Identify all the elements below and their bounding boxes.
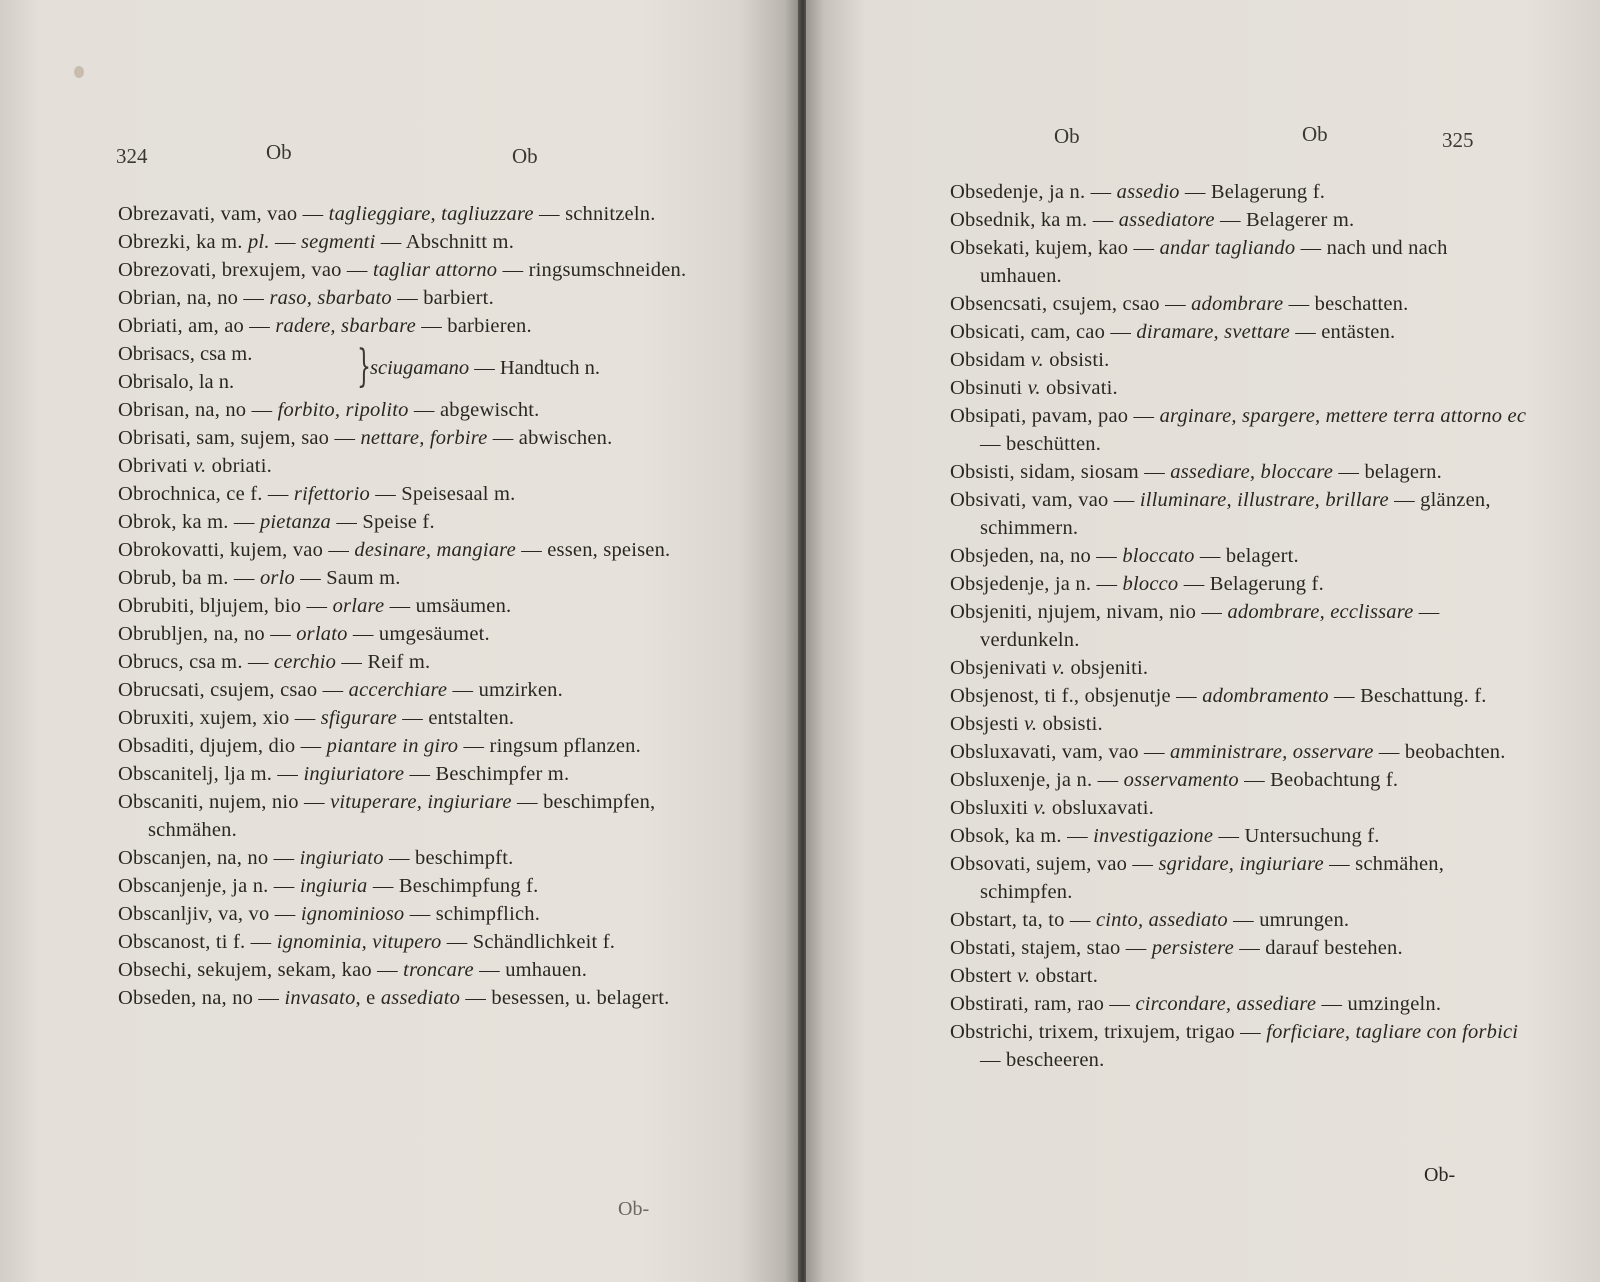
entry-german: — entästen. bbox=[1289, 321, 1396, 343]
entry-italian: orlo bbox=[259, 567, 295, 589]
entry-grammar: , ja n. — bbox=[1038, 181, 1117, 203]
dictionary-entry bbox=[950, 542, 1528, 570]
entry-grammar: , ka m. — bbox=[1004, 825, 1094, 847]
entry-grammar: , cam, cao — bbox=[1019, 321, 1137, 343]
entry-italian: v. bbox=[193, 455, 207, 477]
entry-headword: Obscanjen bbox=[118, 847, 207, 869]
entry-german: — belagern. bbox=[1333, 461, 1442, 483]
entry-italian: ingiuriato bbox=[299, 847, 384, 869]
entry-grammar: , xujem, xio — bbox=[189, 707, 321, 729]
entry-headword: Obriati bbox=[118, 315, 178, 337]
entry-headword: Obrucs bbox=[118, 651, 179, 673]
entry-grammar: , vam, vao — bbox=[209, 203, 329, 225]
dictionary-entry bbox=[950, 178, 1528, 206]
dictionary-entry bbox=[950, 682, 1528, 710]
entry-italian: desinare, mangiare bbox=[354, 539, 516, 561]
entry-italian: blocco bbox=[1122, 573, 1179, 595]
entry-headword: Obsok bbox=[950, 825, 1005, 847]
dictionary-entry bbox=[950, 318, 1528, 346]
entry-grammar: , na, no — bbox=[184, 399, 278, 421]
entry-headword: Obstati bbox=[950, 937, 1011, 959]
entry-german: — schmähen, schimpfen. bbox=[980, 853, 1445, 903]
entry-german: obsivati. bbox=[1040, 377, 1118, 399]
entry-german: — umgesäumet. bbox=[347, 623, 490, 645]
dictionary-entry bbox=[118, 480, 708, 508]
dictionary-entry bbox=[118, 228, 708, 256]
entry-headword: Obrubiti bbox=[118, 595, 190, 617]
entry-italian: bloccato bbox=[1122, 545, 1195, 567]
brace-glyph: } bbox=[357, 341, 371, 392]
entry-german: — ringsumschneiden. bbox=[497, 259, 687, 281]
entry-italian: sgridare, ingiuriare bbox=[1158, 853, 1324, 875]
entry-grammar: , trixem, trixujem, trigao — bbox=[1028, 1021, 1267, 1043]
entry-headword: Obsjesti bbox=[950, 713, 1019, 735]
entry-german: — essen, speisen. bbox=[515, 539, 671, 561]
entry-italian: accerchiare bbox=[348, 679, 448, 701]
entry-italian: osservamento bbox=[1123, 769, 1239, 791]
entry-german: — besessen, u. belagert. bbox=[460, 987, 670, 1009]
entry-headword: Obsjenivati bbox=[950, 657, 1047, 679]
entry-headword: Obsovati bbox=[950, 853, 1026, 875]
entry-italian: v. bbox=[1052, 657, 1066, 679]
entry-german: — umhauen. bbox=[473, 959, 588, 981]
entry-grammar: , ja n. — bbox=[221, 875, 300, 897]
dictionary-entry bbox=[950, 570, 1528, 598]
entry-headword: Obsjeden bbox=[950, 545, 1030, 567]
entry-headword: Obsinuti bbox=[950, 377, 1023, 399]
entry-german: — umrungen. bbox=[1227, 909, 1350, 931]
entry-headword: Obsluxenje bbox=[950, 769, 1046, 791]
running-head-left: Ob bbox=[266, 140, 292, 164]
entry-grammar: , kujem, vao — bbox=[219, 539, 355, 561]
entry-headword: Obrucsati bbox=[118, 679, 200, 701]
entry-headword: Obsicati bbox=[950, 321, 1020, 343]
page-number: 325 bbox=[1442, 128, 1474, 152]
entry-german: obsjeniti. bbox=[1065, 657, 1149, 679]
entry-list bbox=[118, 200, 708, 1012]
entry-german: — schnitzeln. bbox=[533, 203, 656, 225]
entry-headword: Obscanjenje bbox=[118, 875, 222, 897]
dictionary-entry bbox=[950, 654, 1528, 682]
entry-grammar: , na, no — bbox=[202, 623, 297, 645]
entry-german: — Speise f. bbox=[331, 511, 435, 533]
entry-grammar: , stajem, stao — bbox=[1010, 937, 1152, 959]
entry-german: — abgewischt. bbox=[408, 399, 540, 421]
dictionary-entry bbox=[118, 508, 708, 536]
dictionary-entry bbox=[950, 906, 1528, 934]
entry-german: — bescheeren. bbox=[980, 1049, 1105, 1071]
entry-italian: adombrare bbox=[1191, 293, 1284, 315]
entry-german: — Beschimpfung f. bbox=[367, 875, 539, 897]
entry-headword: Obrochnica bbox=[118, 483, 216, 505]
page-number: 324 bbox=[116, 144, 148, 168]
entry-german: — Beschattung. f. bbox=[1328, 685, 1487, 707]
entry-german: — Belagerung f. bbox=[1178, 573, 1324, 595]
dictionary-entry bbox=[118, 676, 708, 704]
entry-grammar: , ce f. — bbox=[215, 483, 294, 505]
entry-german: — beobachten. bbox=[1373, 741, 1506, 763]
entry-grammar: , ti f. — bbox=[205, 931, 277, 953]
dictionary-entry bbox=[118, 900, 708, 928]
entry-italian: arginare, spargere, mettere terra attorno ec bbox=[1159, 405, 1527, 427]
dictionary-entry bbox=[950, 234, 1528, 290]
entry-headword: Obscanljiv bbox=[118, 903, 208, 925]
entry-grammar: , bljujem, bio — bbox=[189, 595, 333, 617]
entry-german: , e bbox=[355, 987, 381, 1009]
running-head-right: Ob bbox=[512, 144, 538, 168]
entry-headword: Obscaniti bbox=[118, 791, 199, 813]
entry-italian: sciugamano bbox=[370, 357, 470, 379]
entry-german: — barbieren. bbox=[415, 315, 532, 337]
dictionary-entry bbox=[118, 620, 708, 648]
entry-headword: Obsjeniti bbox=[950, 601, 1027, 623]
entry-grammar: , ram, rao — bbox=[1023, 993, 1136, 1015]
entry-headword: Obsidam bbox=[950, 349, 1026, 371]
dictionary-entry bbox=[950, 794, 1528, 822]
entry-italian: assedio bbox=[1116, 181, 1180, 203]
dictionary-entry bbox=[950, 374, 1528, 402]
entry-german: — beschatten. bbox=[1283, 293, 1409, 315]
entry-grammar: , ta, to — bbox=[1011, 909, 1096, 931]
entry-italian: assediato bbox=[380, 987, 461, 1009]
entry-italian: radere, sbarbare bbox=[275, 315, 416, 337]
entry-italian: adombramento bbox=[1202, 685, 1329, 707]
entry-italian: sfigurare bbox=[320, 707, 397, 729]
entry-grammar: , na, no — bbox=[1029, 545, 1123, 567]
entry-grammar: , ba m. — bbox=[171, 567, 260, 589]
dictionary-entry bbox=[118, 592, 708, 620]
entry-headword: Obrian bbox=[118, 287, 177, 309]
entry-grammar: , sidam, siosam — bbox=[1009, 461, 1171, 483]
dictionary-entry bbox=[950, 990, 1528, 1018]
dictionary-entry bbox=[950, 206, 1528, 234]
entry-grammar: , brexujem, vao — bbox=[211, 259, 373, 281]
entry-german: — entstalten. bbox=[396, 707, 515, 729]
entry-german: — Untersuchung f. bbox=[1213, 825, 1380, 847]
entry-italian: andar tagliando bbox=[1159, 237, 1296, 259]
entry-italian: v. bbox=[1027, 377, 1041, 399]
entry-italian: ignominioso bbox=[300, 903, 405, 925]
entry-german: obriati. bbox=[206, 455, 272, 477]
entry-headword: Obsluxiti bbox=[950, 797, 1029, 819]
entry-italian: adombrare, ecclissare bbox=[1227, 601, 1414, 623]
entry-italian: pl. bbox=[247, 231, 270, 253]
entry-grammar: , ti f., obsjenutje — bbox=[1033, 685, 1203, 707]
entry-headword: Obrezki bbox=[118, 231, 186, 253]
entry-italian: circondare, assediare bbox=[1135, 993, 1317, 1015]
entry-grammar: , ja n. — bbox=[1044, 573, 1123, 595]
entry-german: — schimpflich. bbox=[404, 903, 541, 925]
dictionary-entry bbox=[950, 766, 1528, 794]
dictionary-entry bbox=[118, 564, 708, 592]
entry-headword: Obsekati bbox=[950, 237, 1025, 259]
dictionary-entry bbox=[950, 1018, 1528, 1074]
entry-grammar: , lja m. — bbox=[213, 763, 304, 785]
stain-spot bbox=[74, 66, 84, 78]
dictionary-entry bbox=[118, 788, 708, 844]
entry-grammar: , na, no — bbox=[191, 987, 285, 1009]
entry-headword: Obruxiti bbox=[118, 707, 190, 729]
entry-headword: Obrivati bbox=[118, 455, 188, 477]
entry-german: — beschimpfen, schmähen. bbox=[148, 791, 656, 841]
dictionary-entry bbox=[118, 312, 708, 340]
entry-grammar: , ja n. — bbox=[1045, 769, 1124, 791]
entry-german: — Abschnitt m. bbox=[375, 231, 515, 253]
entry-german: — umsäumen. bbox=[384, 595, 512, 617]
entry-german: — ringsum pflanzen. bbox=[458, 735, 641, 757]
running-head-right: Ob bbox=[1302, 122, 1328, 146]
entry-grammar: , sam, sujem, sao — bbox=[185, 427, 361, 449]
entry-german: — Reif m. bbox=[336, 651, 431, 673]
entry-italian: forbito, ripolito bbox=[277, 399, 409, 421]
dictionary-entry bbox=[118, 956, 708, 984]
entry-grammar: , am, ao — bbox=[177, 315, 276, 337]
entry-italian: amministrare, osservare bbox=[1170, 741, 1374, 763]
entry-grammar: , sujem, vao — bbox=[1025, 853, 1159, 875]
entry-headword: Obsednik bbox=[950, 209, 1031, 231]
dictionary-entry bbox=[118, 648, 708, 676]
entry-headword: Obrokovatti bbox=[118, 539, 220, 561]
entry-italian: v. bbox=[1033, 797, 1047, 819]
dictionary-entry bbox=[950, 598, 1528, 654]
catchword: Ob- bbox=[1424, 1164, 1456, 1186]
right-page bbox=[806, 0, 1600, 1282]
entry-italian: ignominia, vitupero bbox=[276, 931, 442, 953]
entry-german: — glänzen, schimmern. bbox=[980, 489, 1491, 539]
entry-headword: Obstirati bbox=[950, 993, 1024, 1015]
entry-german: — Belagerer m. bbox=[1214, 209, 1355, 231]
dictionary-entry bbox=[950, 402, 1528, 458]
dictionary-entry bbox=[950, 346, 1528, 374]
entry-headword: Obsjenost bbox=[950, 685, 1034, 707]
entry-italian: v. bbox=[1030, 349, 1044, 371]
entry-italian: persistere bbox=[1151, 937, 1234, 959]
entry-grammar: , csujem, csao — bbox=[1041, 293, 1192, 315]
entry-german: — belagert. bbox=[1194, 545, 1299, 567]
dictionary-entry bbox=[950, 486, 1528, 542]
entry-headword: Obrub bbox=[118, 567, 172, 589]
dictionary-entry bbox=[950, 710, 1528, 738]
entry-italian: pietanza bbox=[259, 511, 332, 533]
dictionary-entry bbox=[118, 452, 708, 480]
entry-german: obsluxavati. bbox=[1046, 797, 1154, 819]
dictionary-entry bbox=[118, 928, 708, 956]
entry-grammar: , va, vo — bbox=[207, 903, 301, 925]
entry-italian: rifettorio bbox=[293, 483, 370, 505]
entry-headword: Obrisalo, la n. bbox=[118, 371, 235, 393]
entry-headword: Obsipati bbox=[950, 405, 1022, 427]
dictionary-entry bbox=[950, 290, 1528, 318]
entry-italian: vituperare, ingiuriare bbox=[330, 791, 512, 813]
entry-grammar: , ka m. bbox=[185, 231, 248, 253]
brace-entry-group bbox=[118, 340, 708, 396]
entry-headword: Obstart bbox=[950, 909, 1012, 931]
entry-headword: Obsivati bbox=[950, 489, 1022, 511]
entry-german: — Beobachtung f. bbox=[1238, 769, 1399, 791]
entry-grammar: , na, no — bbox=[176, 287, 270, 309]
entry-german: — bbox=[269, 231, 301, 253]
entry-headword: Obrubljen bbox=[118, 623, 203, 645]
entry-italian: assediatore bbox=[1118, 209, 1215, 231]
entry-grammar: , nujem, nio — bbox=[198, 791, 331, 813]
entry-german: — Schändlichkeit f. bbox=[441, 931, 616, 953]
entry-italian: cinto, assediato bbox=[1095, 909, 1228, 931]
dictionary-entry bbox=[118, 424, 708, 452]
entry-grammar: , njujem, nivam, nio — bbox=[1026, 601, 1228, 623]
entry-headword: Obsjedenje bbox=[950, 573, 1045, 595]
entry-german: obsisti. bbox=[1043, 349, 1110, 371]
entry-german: — beschütten. bbox=[980, 433, 1102, 455]
dictionary-entry bbox=[950, 738, 1528, 766]
entry-italian: diramare, svettare bbox=[1136, 321, 1290, 343]
entry-german: — nach und nach umhauen. bbox=[980, 237, 1448, 287]
dictionary-entry bbox=[118, 704, 708, 732]
entry-italian: orlato bbox=[296, 623, 348, 645]
entry-italian: invasato bbox=[284, 987, 356, 1009]
entry-italian: assediare, bloccare bbox=[1170, 461, 1334, 483]
dictionary-entry bbox=[118, 536, 708, 564]
dictionary-entry bbox=[118, 396, 708, 424]
entry-grammar: , na, no — bbox=[206, 847, 300, 869]
dictionary-entry bbox=[950, 822, 1528, 850]
entry-italian: v. bbox=[1017, 965, 1031, 987]
entry-italian: ingiuriatore bbox=[303, 763, 405, 785]
entry-headword: Obrisacs, csa m. bbox=[118, 343, 253, 365]
entry-italian: cerchio bbox=[274, 651, 337, 673]
dictionary-entry bbox=[950, 962, 1528, 990]
entry-headword: Obsaditi bbox=[118, 735, 190, 757]
entry-german: — verdunkeln. bbox=[980, 601, 1440, 651]
entry-headword: Obsencsati bbox=[950, 293, 1042, 315]
entry-german: — Handtuch n. bbox=[469, 357, 601, 379]
entry-headword: Obsisti bbox=[950, 461, 1010, 483]
entry-list bbox=[950, 178, 1528, 1074]
entry-italian: forficiare, tagliare con forbici bbox=[1266, 1021, 1519, 1043]
dictionary-entry bbox=[118, 760, 708, 788]
dictionary-entry bbox=[950, 934, 1528, 962]
entry-grammar: , csujem, csao — bbox=[199, 679, 349, 701]
entry-grammar: , djujem, dio — bbox=[189, 735, 327, 757]
entry-grammar: , sekujem, sekam, kao — bbox=[186, 959, 404, 981]
entry-italian: raso, sbarbato bbox=[269, 287, 392, 309]
dictionary-entry bbox=[118, 872, 708, 900]
entry-headword: Obrezavati bbox=[118, 203, 210, 225]
entry-grammar: , pavam, pao — bbox=[1021, 405, 1160, 427]
entry-german: — barbiert. bbox=[391, 287, 494, 309]
entry-german: — Beschimpfer m. bbox=[404, 763, 570, 785]
entry-italian: segmenti bbox=[301, 231, 376, 253]
entry-headword: Obrezovati bbox=[118, 259, 212, 281]
entry-headword: Obsedenje bbox=[950, 181, 1039, 203]
dictionary-entry bbox=[118, 200, 708, 228]
entry-grammar: , kujem, kao — bbox=[1024, 237, 1160, 259]
entry-german: — Belagerung f. bbox=[1179, 181, 1326, 203]
entry-german: obstart. bbox=[1030, 965, 1099, 987]
dictionary-entry bbox=[118, 732, 708, 760]
entry-german: — umzingeln. bbox=[1316, 993, 1442, 1015]
entry-headword: Obrisan bbox=[118, 399, 185, 421]
entry-italian: investigazione bbox=[1093, 825, 1214, 847]
entry-headword: Obsechi bbox=[118, 959, 187, 981]
entry-italian: piantare in giro bbox=[326, 735, 459, 757]
catchword: Ob- bbox=[618, 1198, 650, 1220]
entry-italian: orlare bbox=[332, 595, 385, 617]
entry-grammar: , ka m. — bbox=[1030, 209, 1119, 231]
entry-headword: Obsluxavati bbox=[950, 741, 1052, 763]
shared-translation bbox=[370, 354, 600, 382]
dictionary-entry bbox=[118, 284, 708, 312]
entry-german: — beschimpft. bbox=[383, 847, 514, 869]
entry-german: — Saum m. bbox=[294, 567, 401, 589]
dictionary-entry bbox=[950, 850, 1528, 906]
entry-headword: Obseden bbox=[118, 987, 192, 1009]
entry-headword: Obscanitelj bbox=[118, 763, 214, 785]
entry-italian: troncare bbox=[403, 959, 474, 981]
entry-grammar: , ka m. — bbox=[171, 511, 260, 533]
entry-italian: illuminare, illustrare, brillare bbox=[1139, 489, 1389, 511]
entry-headword: Obrok bbox=[118, 511, 172, 533]
entry-german: — abwischen. bbox=[487, 427, 613, 449]
entry-italian: tagliar attorno bbox=[372, 259, 498, 281]
running-head-left: Ob bbox=[1054, 124, 1080, 148]
dictionary-entry bbox=[118, 844, 708, 872]
entry-grammar: , vam, vao — bbox=[1021, 489, 1140, 511]
entry-german: — Speisesaal m. bbox=[369, 483, 516, 505]
entry-headword: Obrisati bbox=[118, 427, 186, 449]
entry-italian: nettare, forbire bbox=[360, 427, 488, 449]
entry-italian: ingiuria bbox=[299, 875, 368, 897]
entry-headword: Obscanost bbox=[118, 931, 206, 953]
entry-italian: taglieggiare, tagliuzzare bbox=[328, 203, 534, 225]
entry-italian: v. bbox=[1024, 713, 1038, 735]
entry-grammar: , csa m. — bbox=[178, 651, 274, 673]
entry-german: — umzirken. bbox=[447, 679, 563, 701]
dictionary-entry bbox=[118, 984, 708, 1012]
entry-headword: Obstert bbox=[950, 965, 1012, 987]
entry-grammar: , vam, vao — bbox=[1051, 741, 1171, 763]
dictionary-entry bbox=[118, 256, 708, 284]
entry-german: obsisti. bbox=[1037, 713, 1103, 735]
dictionary-entry bbox=[950, 458, 1528, 486]
entry-german: — darauf bestehen. bbox=[1233, 937, 1403, 959]
entry-headword: Obstrichi bbox=[950, 1021, 1029, 1043]
